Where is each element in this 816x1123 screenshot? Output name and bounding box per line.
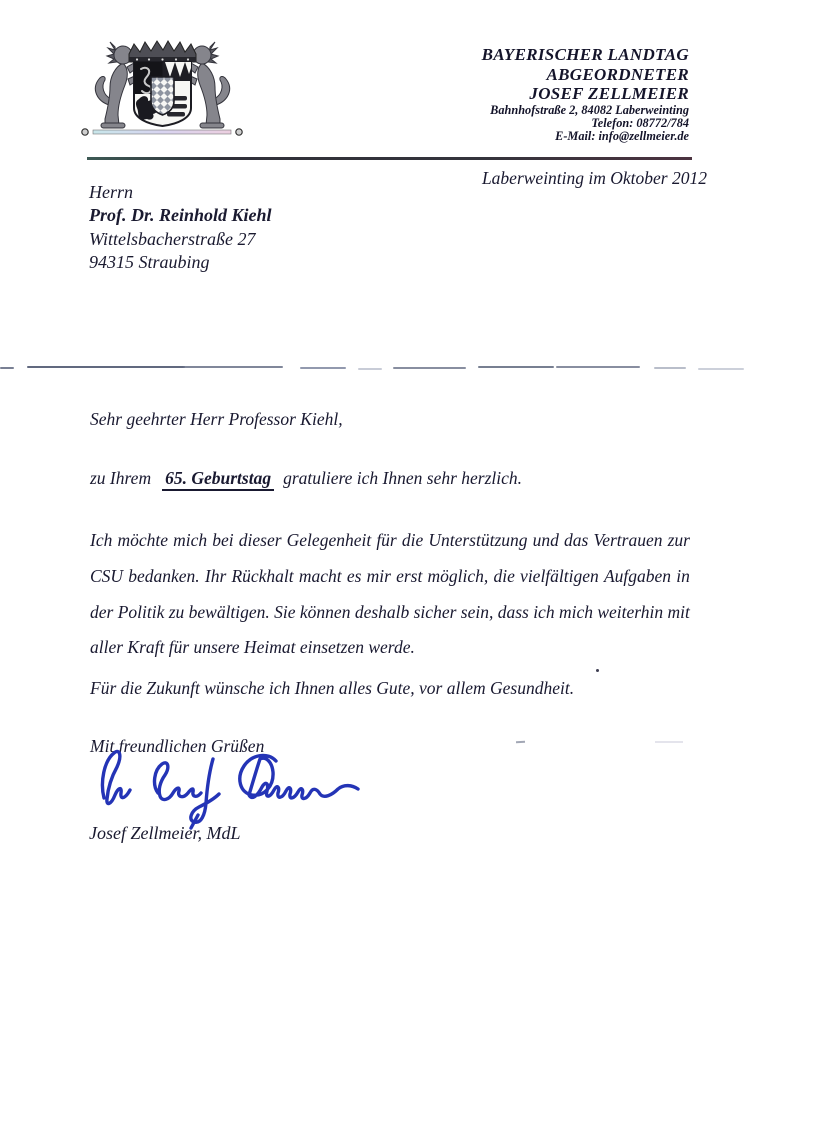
dateline: Laberweinting im Oktober 2012 <box>481 168 707 188</box>
greeting-line: Sehr geehrter Herr Professor Kiehl, <box>90 409 343 429</box>
scan-speck <box>655 741 683 743</box>
bavarian-coat-of-arms-icon <box>79 33 249 140</box>
congrats-prefix: zu Ihrem <box>90 468 152 488</box>
letterhead-email: E-Mail: info@zellmeier.de <box>555 129 689 144</box>
wish-line: Für die Zukunft wünsche ich Ihnen alles Gute, vor allem Gesundheit. <box>90 678 575 698</box>
letterhead-phone: Telefon: 08772/784 <box>591 115 689 130</box>
letterhead-org: BAYERISCHER LANDTAG <box>481 45 689 64</box>
letterhead-role: ABGEORDNETER <box>546 64 689 84</box>
recipient-city: 94315 Straubing <box>89 252 210 273</box>
closing-line: Mit freundlichen Grüßen <box>90 736 265 756</box>
recipient-address <box>89 181 272 275</box>
letterhead-rule <box>87 157 692 160</box>
congratulation-line <box>90 468 522 489</box>
paragraph-line: CSU bedanken. Ihr Rückhalt macht es mir erst möglich, die vielfältigen Aufgaben in <box>90 565 690 586</box>
congrats-suffix: gratuliere ich Ihnen sehr herzlich. <box>283 468 523 488</box>
signer-name: Josef Zellmeier, MdL <box>89 823 241 843</box>
paragraph-line: Ich möchte mich bei dieser Gelegenheit für die Unterstützung und das Vertrauen zur <box>90 530 690 550</box>
paragraph-line: der Politik zu bewältigen. Sie können deshalb sicher sein, dass ich mich weiterhin mit <box>90 601 690 622</box>
birthday-highlight: 65. Geburtstag <box>162 468 274 491</box>
letterhead-block <box>482 45 689 144</box>
recipient-street: Wittelsbacherstraße 27 <box>89 228 256 249</box>
main-paragraph <box>90 523 690 666</box>
letterhead-address: Bahnhofstraße 2, 84082 Laberweinting <box>490 102 689 117</box>
scan-speck <box>596 669 599 672</box>
paragraph-line: aller Kraft für unsere Heimat einsetzen werde. <box>90 637 415 658</box>
letterhead-name: JOSEF ZELLMEIER <box>529 84 689 103</box>
scan-speck <box>516 741 525 743</box>
recipient-name: Prof. Dr. Reinhold Kiehl <box>89 205 272 226</box>
recipient-salutation: Herrn <box>89 182 133 202</box>
